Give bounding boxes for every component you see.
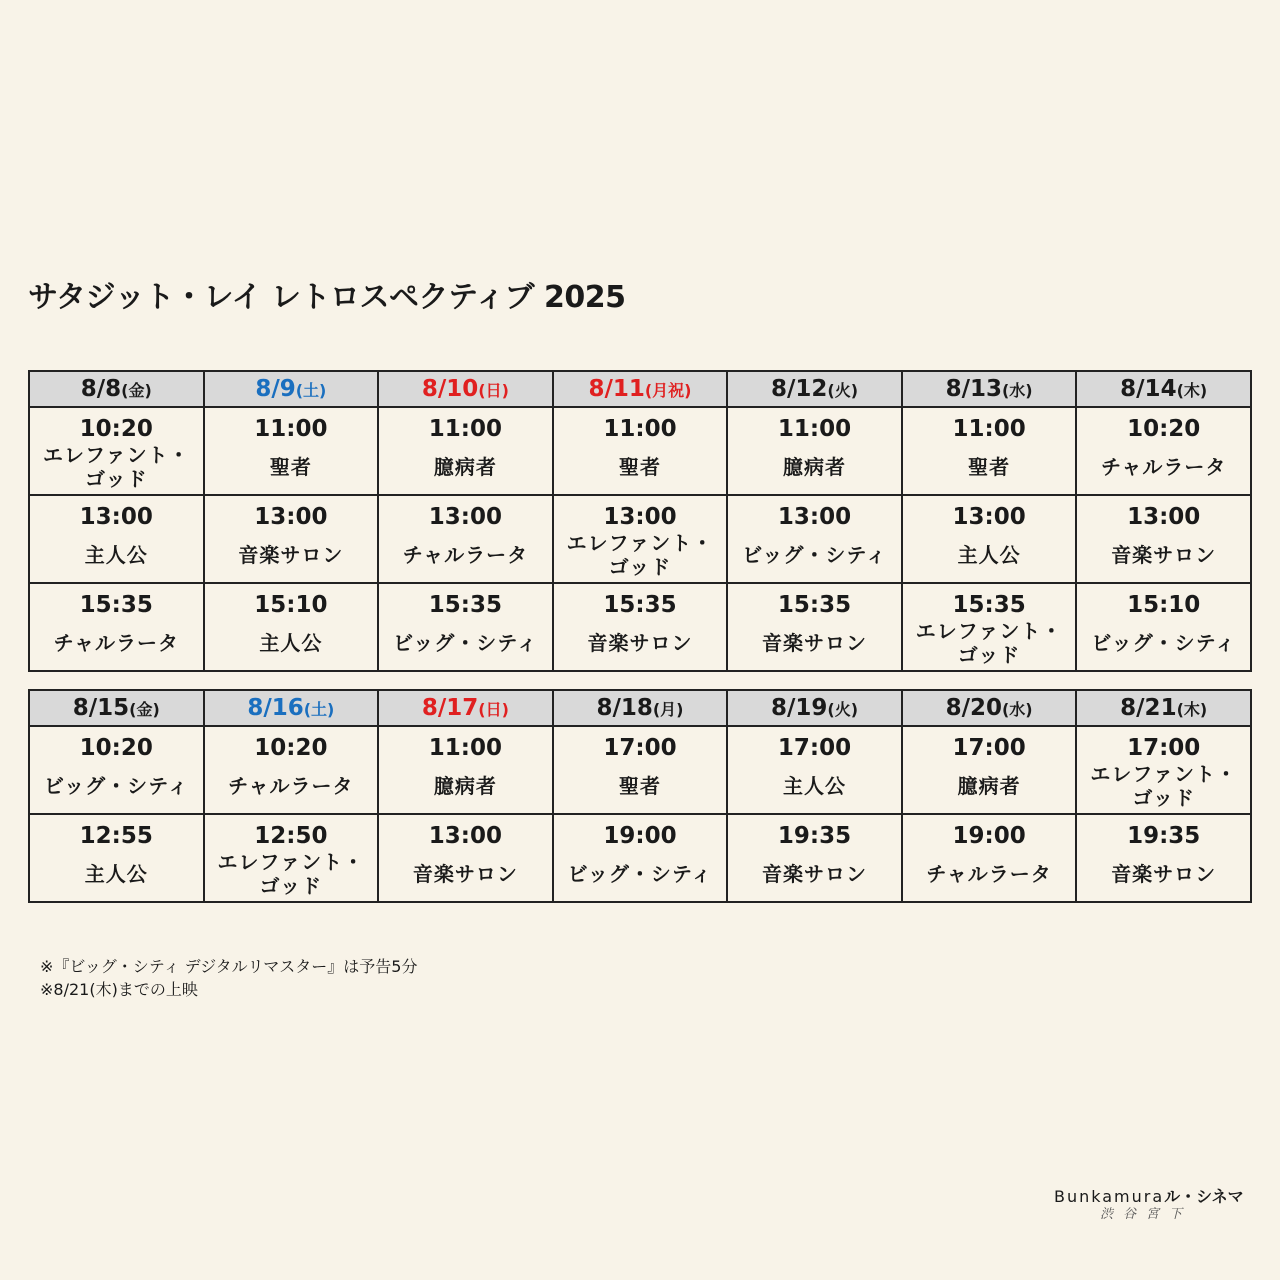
screening-cell: [29, 814, 204, 902]
screening-time: 13:00: [79, 504, 153, 530]
screening-cell: [29, 726, 204, 814]
film-title: ビッグ・シティ: [43, 774, 189, 798]
screening-time: 11:00: [254, 416, 328, 442]
notes: [40, 955, 417, 1001]
screening-time: 17:00: [952, 735, 1026, 761]
film-title: ビッグ・シティ: [393, 631, 538, 655]
screening-time: 15:35: [777, 592, 852, 618]
day-weekday: (土): [295, 381, 327, 400]
screening-time: 17:00: [777, 735, 852, 761]
day-header: [727, 690, 902, 726]
screening-time: 13:00: [777, 504, 852, 530]
screening-cell: [1076, 726, 1251, 814]
film-title: 聖者: [968, 455, 1011, 479]
day-header: [553, 371, 728, 407]
screening-time: 13:00: [952, 504, 1026, 530]
screening-time: 12:50: [254, 823, 328, 849]
day-date: 8/13: [945, 376, 1002, 402]
screening-time: 11:00: [428, 735, 503, 761]
day-header: [29, 690, 204, 726]
table-row: [29, 407, 1251, 495]
screening-time: 13:00: [254, 504, 328, 530]
screening-time: 19:35: [777, 823, 852, 849]
screening-time: 11:00: [428, 416, 503, 442]
film-title: 臆病者: [783, 455, 847, 479]
logo-sub: 渋谷宮下: [1100, 1207, 1193, 1222]
table-row: [29, 726, 1251, 814]
film-title: エレファント・ゴッド: [42, 443, 190, 491]
note-trailer: ※『ビッグ・シティ デジタルリマスター』は予告5分: [40, 957, 418, 976]
screening-cell: [29, 583, 204, 671]
screening-cell: [727, 495, 902, 583]
film-title: 音楽サロン: [1111, 543, 1217, 567]
film-title: 臆病者: [433, 455, 497, 479]
day-header: [1076, 371, 1251, 407]
film-title: エレファント・ゴッド: [217, 850, 365, 898]
screening-cell: [378, 495, 553, 583]
film-title: 主人公: [957, 543, 1021, 567]
screening-time: 15:35: [952, 592, 1026, 618]
day-weekday: (日): [478, 700, 509, 719]
screening-time: 10:20: [79, 735, 153, 761]
screening-cell: [378, 407, 553, 495]
screening-cell: [204, 495, 379, 583]
screening-cell: [204, 726, 379, 814]
screening-cell: [553, 583, 728, 671]
film-title: ビッグ・シティ: [742, 543, 887, 567]
screening-cell: [1076, 583, 1251, 671]
day-weekday: (火): [827, 700, 859, 719]
film-title: 聖者: [618, 774, 661, 798]
day-date: 8/11: [588, 376, 645, 402]
film-title: チャルラータ: [402, 543, 529, 567]
screening-time: 10:20: [254, 735, 328, 761]
day-date: 8/15: [72, 695, 130, 721]
table-row: [29, 583, 1251, 671]
screening-cell: [727, 583, 902, 671]
film-title: チャルラータ: [926, 862, 1052, 886]
day-date: 8/19: [771, 695, 828, 721]
header-row: [29, 690, 1251, 726]
day-date: 8/10: [421, 376, 479, 402]
screening-time: 11:00: [952, 416, 1026, 442]
film-title: 音楽サロン: [587, 631, 693, 655]
day-header: [29, 371, 204, 407]
note-end-date: ※8/21(木)までの上映: [40, 980, 198, 999]
film-title: 主人公: [259, 631, 323, 655]
screening-time: 19:35: [1127, 823, 1201, 849]
screening-cell: [204, 583, 379, 671]
day-weekday: (火): [827, 381, 859, 400]
screening-time: 15:35: [428, 592, 503, 618]
film-title: エレファント・ゴッド: [1090, 762, 1237, 810]
day-date: 8/9: [255, 376, 296, 402]
screening-cell: [553, 814, 728, 902]
film-title: 音楽サロン: [762, 631, 868, 655]
screening-cell: [29, 407, 204, 495]
screening-time: 10:20: [1127, 416, 1201, 442]
screening-time: 11:00: [603, 416, 677, 442]
day-header: [204, 690, 379, 726]
film-title: 音楽サロン: [412, 862, 518, 886]
film-title: 音楽サロン: [238, 543, 344, 567]
day-date: 8/14: [1120, 376, 1177, 402]
film-title: 臆病者: [433, 774, 497, 798]
film-title: ビッグ・シティ: [1091, 631, 1236, 655]
film-title: 音楽サロン: [762, 862, 868, 886]
screening-time: 19:00: [952, 823, 1026, 849]
screening-cell: [29, 495, 204, 583]
screening-time: 13:00: [603, 504, 677, 530]
screening-time: 17:00: [603, 735, 677, 761]
logo-brand: Bunkamura: [1054, 1187, 1165, 1206]
screening-time: 15:10: [1127, 592, 1201, 618]
film-title: 聖者: [269, 455, 312, 479]
day-date: 8/8: [80, 376, 122, 402]
screening-time: 15:35: [79, 592, 153, 618]
screening-cell: [902, 583, 1077, 671]
screening-time: 19:00: [603, 823, 677, 849]
screening-cell: [378, 726, 553, 814]
screening-cell: [902, 407, 1077, 495]
screening-time: 12:55: [79, 823, 153, 849]
screening-cell: [902, 726, 1077, 814]
day-weekday: (日): [478, 381, 509, 400]
day-header: [902, 690, 1077, 726]
film-title: 主人公: [84, 862, 148, 886]
screening-cell: [902, 814, 1077, 902]
logo-main: [1054, 1184, 1254, 1207]
day-weekday: (金): [121, 381, 152, 400]
screening-cell: [1076, 407, 1251, 495]
screening-cell: [727, 407, 902, 495]
film-title: ビッグ・シティ: [567, 862, 713, 886]
film-title: エレファント・ゴッド: [915, 619, 1063, 667]
film-title: 主人公: [84, 543, 148, 567]
film-title: 音楽サロン: [1111, 862, 1217, 886]
screening-cell: [902, 495, 1077, 583]
screening-cell: [553, 407, 728, 495]
screening-time: 15:35: [603, 592, 677, 618]
day-header: [727, 371, 902, 407]
day-date: 8/17: [421, 695, 479, 721]
day-header: [553, 690, 728, 726]
film-title: 聖者: [618, 455, 661, 479]
day-date: 8/20: [945, 695, 1002, 721]
screening-time: 10:20: [79, 416, 153, 442]
screening-cell: [553, 726, 728, 814]
screening-time: 17:00: [1127, 735, 1201, 761]
schedule-table-week-1: [28, 370, 1252, 672]
day-header: [378, 371, 553, 407]
screening-cell: [727, 726, 902, 814]
screening-time: 13:00: [428, 504, 503, 530]
day-header: [378, 690, 553, 726]
day-date: 8/18: [596, 695, 653, 721]
day-weekday: (木): [1176, 700, 1208, 719]
film-title: エレファント・ゴッド: [566, 531, 714, 579]
film-title: 臆病者: [957, 774, 1021, 798]
day-weekday: (月祝): [644, 381, 692, 400]
screening-cell: [1076, 814, 1251, 902]
screening-cell: [378, 814, 553, 902]
logo-name: ル・シネマ: [1164, 1187, 1244, 1206]
screening-time: 13:00: [1127, 504, 1201, 530]
screening-time: 15:10: [254, 592, 328, 618]
screening-cell: [204, 814, 379, 902]
day-date: 8/12: [771, 376, 828, 402]
schedule-table-week-2: [28, 689, 1252, 903]
screening-time: 11:00: [777, 416, 852, 442]
day-weekday: (水): [1001, 381, 1033, 400]
screening-cell: [1076, 495, 1251, 583]
day-header: [1076, 690, 1251, 726]
day-header: [204, 371, 379, 407]
film-title: チャルラータ: [53, 631, 179, 655]
screening-cell: [727, 814, 902, 902]
day-header: [902, 371, 1077, 407]
day-weekday: (木): [1176, 381, 1208, 400]
theater-logo: [1054, 1184, 1254, 1223]
film-title: 主人公: [783, 774, 847, 798]
day-date: 8/16: [247, 695, 304, 721]
day-weekday: (土): [303, 700, 335, 719]
day-weekday: (金): [129, 700, 160, 719]
screening-time: 13:00: [428, 823, 503, 849]
film-title: チャルラータ: [1100, 455, 1227, 479]
screening-cell: [204, 407, 379, 495]
day-weekday: (月): [652, 700, 684, 719]
film-title: チャルラータ: [228, 774, 354, 798]
header-row: [29, 371, 1251, 407]
table-row: [29, 495, 1251, 583]
day-date: 8/21: [1120, 695, 1177, 721]
screening-cell: [553, 495, 728, 583]
table-row: [29, 814, 1251, 902]
screening-cell: [378, 583, 553, 671]
day-weekday: (水): [1001, 700, 1033, 719]
page-title: サタジット・レイ レトロスペクティブ 2025: [28, 280, 626, 315]
